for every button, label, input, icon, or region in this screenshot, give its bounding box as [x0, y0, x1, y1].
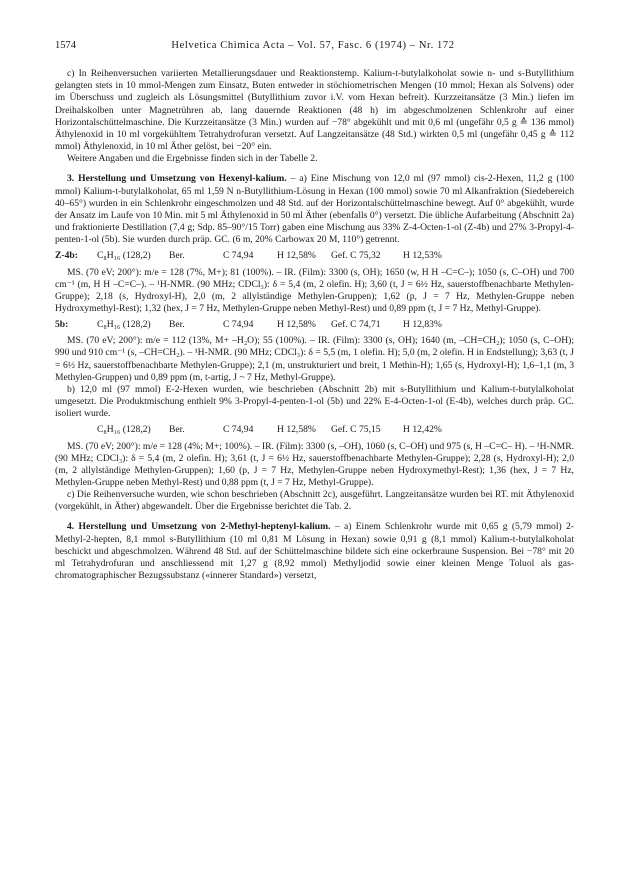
found-hydrogen: H 12,83%	[403, 319, 442, 331]
paragraph-2c-note: Weitere Angaben und die Ergebnisse finden sich in der Tabelle 2.	[67, 153, 318, 165]
page-number: 1574	[55, 40, 76, 51]
section-4-paragraph	[55, 521, 574, 582]
section-4-heading: 4. Herstellung und Umsetzung von 2-Methyl-heptenyl-kalium.	[67, 521, 331, 533]
section-3a-text: – a) Eine Mischung von 12,0 ml (97 mmol) cis-2-Hexen, 11,2 g (100 mmol) Kalium-t-butylalkoholat, 65 ml 1,59 N n-Butyllithium-Lösung in Hexan (100 mmol) sowie 70 ml Alkanfraktion (Siedebereich 40–65°) wurden in ein Schlenkrohr eingeschmolzen und 48 Std. auf der Horizontalschüttelmaschine bewegt. Auf 0° abgekühlt, wurde der Ansatz im Laufe von 10 Min. mit 5 ml Äthylenoxid in 50 ml Äther (ebenfalls 0°) versetzt. Die übliche Aufarbeitung (Abschnitt 2a) und fraktionierte Destillation (7,4 g; Sdp. 85–90°/15 Torr) gaben eine Mischung aus 33% Z-4-Octen-1-ol (Z-4b) und 27% 3-Propyl-4-penten-1-ol (5b). Sie wurden durch präp. GC. (6 m, 20% Carbowax 20 M, 110°) getrennt.	[55, 173, 574, 246]
molecular-formula: C₈H₁₆ (128,2)	[97, 319, 151, 331]
compound-label: 5b:	[55, 319, 69, 331]
calc-carbon: C 74,94	[223, 319, 254, 331]
analysis-z4b	[55, 250, 574, 262]
calc-label: Ber.	[169, 250, 185, 262]
molecular-formula: C₈H₁₆ (128,2)	[97, 250, 151, 262]
page-header	[55, 40, 574, 52]
analysis-5b	[55, 319, 574, 331]
calc-hydrogen: H 12,58%	[277, 424, 316, 436]
found-hydrogen: H 12,53%	[403, 250, 442, 262]
spectra-5b: MS. (70 eV; 200°): m/e = 112 (13%, M+ –H₂O); 55 (100%). – IR. (Film): 3300 (s, OH); 1640 (m, –CH=CH₂); 1050 (s, C–OH); 990 und 910 cm⁻¹ (s, –CH=CH₂). – ¹H-NMR. (90 MHz; CDCl₃): δ = 5,5 (m, 1 olefin. H); 5,0 (m, 2 olefin. H in Endstellung); 3,63 (t, J = 6½ Hz, sauerstoffbenachbarte Methylen-Gruppe); 2,1 (m, unstrukturiert und breit, 1 Methin-H); 1,65 (s, Hydroxyl-H); 1,6–1,1 (m, 3 Methylen-Gruppen) und 0,89 ppm (m, t-artig, J ~ 7 Hz, Methyl-Gruppe).	[55, 335, 574, 383]
calc-carbon: C 74,94	[223, 250, 254, 262]
calc-label: Ber.	[169, 319, 185, 331]
spectra-e4b: MS. (70 eV; 200°): m/e = 128 (4%; M+; 100%). – IR. (Film): 3300 (s, –OH), 1060 (s, C–OH) und 975 (s, H –C=C– H). – ¹H-NMR. (90 MHz; CDCl₃): δ = 5,4 (m, 2 olefin. H); 3,61 (t, J = 6½ Hz, sauerstoffbenachbarte Methylen-Gruppe); 2,28 (s, Hydroxyl-H); 2,0 (m, 2 allylständige Methylen-Gruppen); 1,60 (p, J = 7 Hz, Methylen-Gruppe neben Hydroxymethyl-Rest); 1,36 (hex, J = 7 Hz, Methylen-Gruppe neben Methyl-Rest) und 0,88 ppm (t, J = 7 Hz, Methyl-Gruppe).	[55, 440, 574, 488]
analysis-e4b	[55, 424, 574, 436]
found-carbon: Gef. C 74,71	[331, 319, 381, 331]
calc-hydrogen: H 12,58%	[277, 319, 316, 331]
section-4a-text: – a) Einem Schlenkrohr wurde mit 0,65 g (5,79 mmol) 2-Methyl-2-hepten, 8,1 mmol s-Butyllithium (10 ml 0,81 M Lösung in Hexan) sowie 0,91 g (8,1 mmol) Kalium-t-butylalkoholat beschickt und abgeschmolzen. Während 48 Std. auf der Schüttelmaschine bildete sich eine ockerbraune Suspension. Bei −78° mit 20 ml Tetrahydrofuran und anschliessend mit 1,27 g (8,92 mmol) Methyljodid sowie einer kleinen Menge Toluol als gas-chromatographischer Bezugssubstanz («innerer Standard») versetzt,	[55, 521, 574, 582]
section-3-paragraph	[55, 173, 574, 246]
calc-hydrogen: H 12,58%	[277, 250, 316, 262]
calc-carbon: C 74,94	[223, 424, 254, 436]
found-carbon: Gef. C 75,32	[331, 250, 381, 262]
calc-label: Ber.	[169, 424, 185, 436]
compound-label: Z-4b:	[55, 250, 78, 262]
paragraph-2c: c) In Reihenversuchen variierten Metallierungsdauer und Reaktionstemp. Kalium-t-butylalkoholat sowie n- und s-Butyllithium gelangten stets in 10 mmol-Mengen zum Einsatz, Buten entweder in stöchiometrischen Mengen (10 mmol; Hexan als Solvens) oder im Überschuss und zugleich als Lösungsmittel (Butyllithium zuvor i.V. vom Hexan befreit). Kurzzeitansätze (3 Min.) liefen im Dreihalskolben unter Magnetrühren ab, lang dauernde Reaktionen (48 h) im abgeschmolzenen Schlenkrohr auf einer Horizontalschüttelmaschine. Die Kurzzeitansätze (3 Min.) wurden auf −78° abgekühlt und mit 0,6 ml (ungefähr 0,5 g ≙ 136 mmol) Äthylenoxid in 10 ml vorgekühltem Tetrahydrofuran versetzt. Auf Langzeitansätze (48 Std.) wirkten 0,5 ml (ungefähr 0,45 g ≙ 112 mmol) Äthylenoxid, in 10 ml Äther gelöst, bei −20° ein.	[55, 68, 574, 153]
section-3b-text: b) 12,0 ml (97 mmol) E-2-Hexen wurden, wie beschrieben (Abschnitt 2b) mit s-Butyllithium und Kalium-t-butylalkoholat umgesetzt. Die Produktmischung enthielt 9% 3-Propyl-4-penten-1-ol (5b) und 22% E-4-Octen-1-ol (E-4b), welches durch präp. GC. isoliert wurde.	[55, 383, 574, 420]
found-carbon: Gef. C 75,15	[331, 424, 381, 436]
spectra-z4b: MS. (70 eV; 200°): m/e = 128 (7%, M+); 81 (100%). – IR. (Film): 3300 (s, OH); 1650 (w, H H –C=C–); 1050 (s, C–OH) und 700 cm⁻¹ (m, H H –C=C–). – ¹H-NMR. (90 MHz; CDCl₃): δ = 5,4 (m, 2 olefin. H); 3,60 (t, J = 6½ Hz, sauerstoffbenachbarte Methylen-Gruppe); 2,18 (s, Hydroxyl-H), 2,0 (m, 2 allylständige Methylen-Gruppen); 1,62 (p, J = 7 Hz, Methylen-Gruppe neben Hydroxymethyl-Rest); 1,32 (hex, J = 7 Hz, Methylen-Gruppe neben Methyl-Rest) und 0,89 ppm (t, J = 7 Hz, Methyl-Gruppe).	[55, 266, 574, 314]
molecular-formula: C₈H₁₆ (128,2)	[97, 424, 151, 436]
section-3-heading: 3. Herstellung und Umsetzung von Hexenyl-kalium.	[67, 173, 287, 185]
section-3c-text: c) Die Reihenversuche wurden, wie schon beschrieben (Abschnitt 2c), ausgeführt. Langzeitansätze wurden bei RT. mit Äthylenoxid (vorgekühlt, in Äther) abgewandelt. Über die Ergebnisse berichtet die Tab. 2.	[55, 489, 574, 513]
found-hydrogen: H 12,42%	[403, 424, 442, 436]
journal-title: Helvetica Chimica Acta – Vol. 57, Fasc. 6 (1974) – Nr. 172	[171, 40, 455, 51]
